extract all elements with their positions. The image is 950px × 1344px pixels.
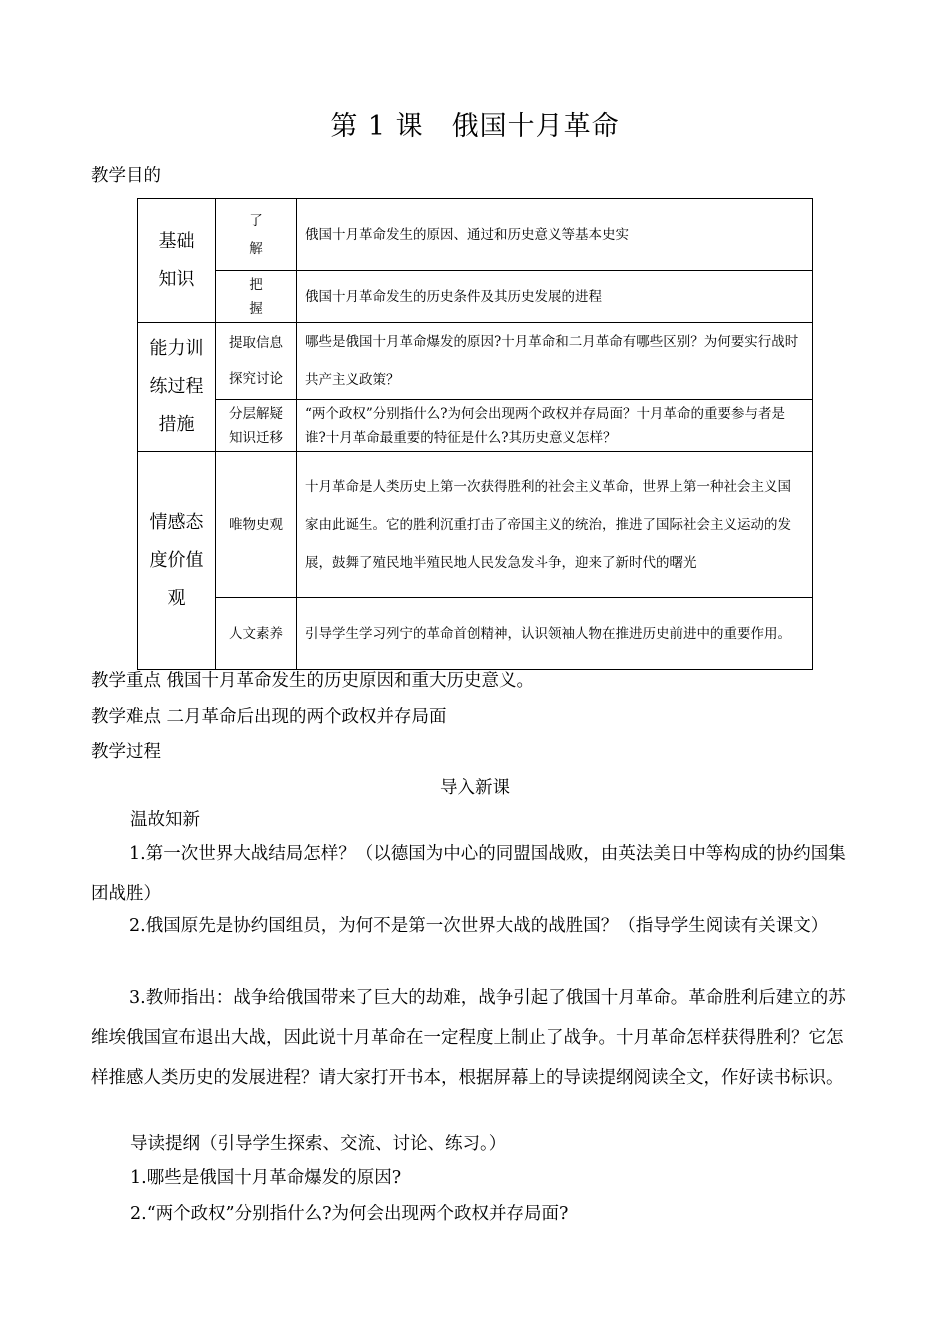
key-point: 教学重点 俄国十月革命发生的历史原因和重大历史意义。 (91, 671, 535, 691)
goal-text-cell: 哪些是俄国十月革命爆发的原因?十月革命和二月革命有哪些区别？为何要实行战时共产主义政策？ (297, 323, 813, 400)
verb-cell: 了 解 (216, 199, 297, 271)
outline-item: 2.“两个政权”分别指什么?为何会出现两个政权并存局面? (130, 1204, 569, 1224)
verb-cell: 人文素养 (216, 598, 297, 670)
verb-cell: 唯物史观 (216, 452, 297, 598)
review-item: 2.俄国原先是协约国组员，为何不是第一次世界大战的战胜国？（指导学生阅读有关课文） (129, 916, 829, 936)
verb-cell: 提取信息探究讨论 (216, 323, 297, 400)
verb-cell: 分层解疑知识迁移 (216, 400, 297, 452)
review-item: 1.第一次世界大战结局怎样？（以德国为中心的同盟国战败，由英法美日中等构成的协约国集团战胜） (91, 844, 846, 904)
section-goals-label: 教学目的 (91, 166, 161, 186)
emotion-values-label: 情感态度价值观 (138, 452, 216, 670)
process-label: 教学过程 (91, 742, 161, 762)
review-heading: 温故知新 (130, 810, 200, 830)
goal-text-cell: 俄国十月革命发生的历史条件及其历史发展的进程 (297, 271, 813, 323)
outline-line (130, 1132, 506, 1156)
basic-knowledge-label: 基础知识 (138, 199, 216, 323)
goal-text-cell: 引导学生学习列宁的革命首创精神，认识领袖人物在推进历史前进中的重要作用。 (297, 598, 813, 670)
page-title: 第 1 课 俄国十月革命 (330, 111, 620, 142)
outline-note: （引导学生探索、交流、讨论、练习。） (200, 1134, 507, 1154)
teaching-goals-table (137, 198, 813, 670)
outline-heading: 导读提纲 (130, 1134, 200, 1154)
ability-training-label: 能力训练过程措施 (138, 323, 216, 452)
difficulty: 教学难点 二月革命后出现的两个政权并存局面 (91, 707, 447, 727)
goal-text-cell: 俄国十月革命发生的原因、通过和历史意义等基本史实 (297, 199, 813, 271)
goal-text-cell: 十月革命是人类历史上第一次获得胜利的社会主义革命，世界上第一种社会主义国家由此诞生。它的胜利沉重打击了帝国主义的统治，推进了国际社会主义运动的发展，鼓舞了殖民地半殖民地人民发急发斗争，迎来了新时代的曙光 (297, 452, 813, 598)
goal-text-cell: “两个政权”分别指什么?为何会出现两个政权并存局面？十月革命的重要参与者是谁?十月革命最重要的特征是什么?其历史意义怎样？ (297, 400, 813, 452)
review-item: 3.教师指出：战争给俄国带来了巨大的劫难，战争引起了俄国十月革命。革命胜利后建立的苏维埃俄国宣布退出大战，因此说十月革命在一定程度上制止了战争。十月革命怎样获得胜利？它怎样推感人类历史的发展进程？请大家打开书本，根据屏幕上的导读提纲阅读全文，作好读书标识。 (91, 988, 846, 1088)
intro-heading: 导入新课 (440, 778, 510, 798)
verb-cell: 把 握 (216, 271, 297, 323)
outline-item: 1.哪些是俄国十月革命爆发的原因? (130, 1168, 402, 1188)
